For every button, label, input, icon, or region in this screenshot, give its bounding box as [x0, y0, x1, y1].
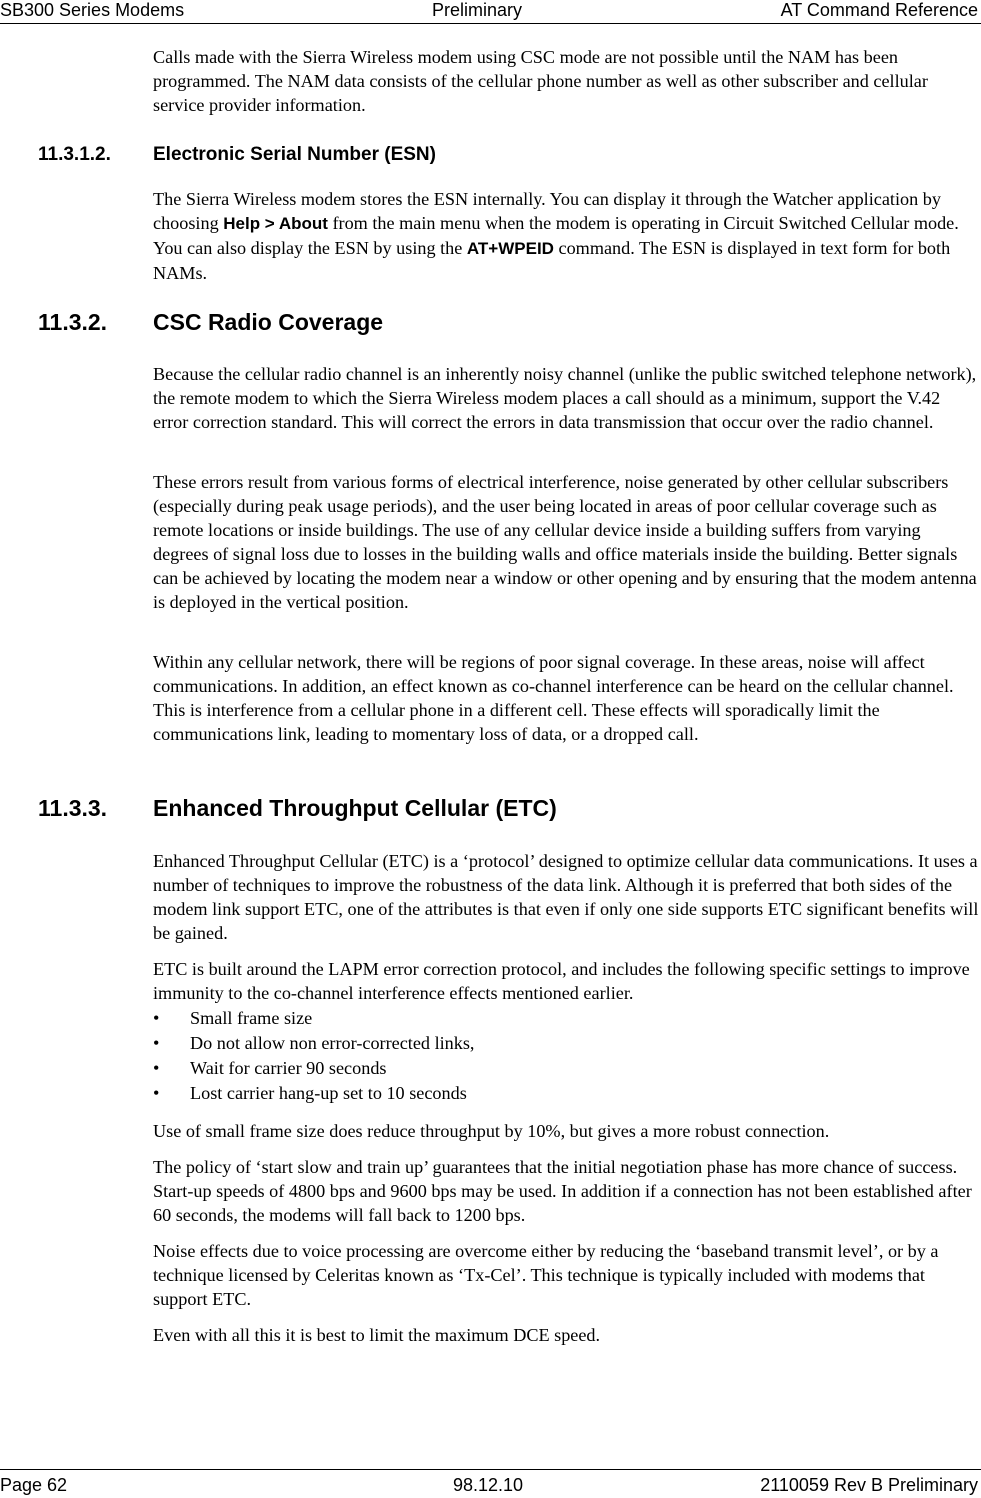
footer-page-number: Page 62 [0, 1475, 68, 1495]
bullet-icon: • [153, 1033, 160, 1053]
command-at-wpeid: AT+WPEID [466, 239, 554, 258]
paragraph-coverage-2: These errors result from various forms of electrical interference, noise generated by other cellular subscribers (especially during peak usage periods), and the user being located in areas of poor cellular coverage such as remote locations or inside buildings. The use of any cellular device inside a building suffers from varying degrees of signal loss due to losses in the building walls and office materials inside the building. Better signals can be achieved by locating the modem near a window or other opening and by ensuring that the modem antenna is deployed in the vertical position. [153, 472, 977, 612]
header-doc-title: SB300 Series Modems [0, 0, 185, 20]
header-section: AT Command Reference [780, 0, 978, 20]
section-title: Electronic Serial Number (ESN) [153, 144, 436, 165]
list-item-text: Wait for carrier 90 seconds [190, 1058, 387, 1078]
section-number: 11.3.2. [38, 309, 108, 335]
bullet-icon: • [153, 1058, 160, 1078]
bullet-icon: • [153, 1083, 160, 1103]
list-item-text: Small frame size [190, 1008, 313, 1028]
paragraph-etc-5: Noise effects due to voice processing are overcome either by reducing the ‘baseband transmit level’, or by a technique licensed by Celeritas known as ‘Tx-Cel’. This technique is typically included with modems that support ETC. [153, 1241, 939, 1309]
paragraph-etc-3: Use of small frame size does reduce throughput by 10%, but gives a more robust connection. [153, 1121, 830, 1141]
paragraph-etc-1: Enhanced Throughput Cellular (ETC) is a ‘protocol’ designed to optimize cellular data communications. It uses a number of techniques to improve the robustness of the data link. Although it is preferred that both sides of the modem link support ETC, one of the attributes is that even if only one side supports ETC significant benefits will be gained. [153, 851, 979, 943]
list-item [153, 1031, 979, 1056]
paragraph-esn [153, 187, 979, 285]
section-title: CSC Radio Coverage [153, 309, 384, 335]
section-number: 11.3.3. [38, 795, 108, 821]
page-header [0, 0, 981, 24]
text-run: The Sierra Wireless modem stores the ESN internally. You can display it through the Watcher application by choosing [153, 189, 941, 233]
list-item [153, 1006, 979, 1031]
paragraph-etc-2: ETC is built around the LAPM error correction protocol, and includes the following specific settings to improve immunity to the co-channel interference effects mentioned earlier. [153, 959, 970, 1003]
list-item-text: Do not allow non error-corrected links, [190, 1033, 475, 1053]
text-run: command. The ESN is displayed in text form for both NAMs. [153, 238, 951, 283]
section-number: 11.3.1.2. [38, 144, 111, 165]
bullet-icon: • [153, 1008, 160, 1028]
section-title: Enhanced Throughput Cellular (ETC) [153, 795, 557, 821]
page-footer [0, 1469, 981, 1498]
paragraph-etc-4: The policy of ‘start slow and train up’ guarantees that the initial negotiation phase has more chance of success. Start-up speeds of 4800 bps and 9600 bps may be used. In addition if a connection has not been established after 60 seconds, the modems will fall back to 1200 bps. [153, 1157, 972, 1225]
list-item [153, 1056, 979, 1081]
footer-date: 98.12.10 [453, 1475, 524, 1495]
text-run: from the main menu when the modem is operating in Circuit Switched Cellular mode. You can also display the ESN by using the [153, 213, 959, 258]
menu-path-help-about: Help > About [223, 214, 328, 233]
paragraph-nam-intro: Calls made with the Sierra Wireless modem using CSC mode are not possible until the NAM has been programmed. The NAM data consists of the cellular phone number as well as other subscriber and cellular service provider information. [153, 47, 928, 115]
paragraph-coverage-3: Within any cellular network, there will be regions of poor signal coverage. In these areas, noise will affect communications. In addition, an effect known as co-channel interference can be heard on the cellular channel. This is interference from a cellular phone in a different cell. These effects will sporadically limit the communications link, leading to momentary loss of data, or a dropped call. [153, 652, 954, 744]
etc-settings-list [153, 1006, 979, 1106]
header-status: Preliminary [432, 0, 523, 20]
list-item-text: Lost carrier hang-up set to 10 seconds [190, 1083, 467, 1103]
paragraph-coverage-1: Because the cellular radio channel is an inherently noisy channel (unlike the public switched telephone network), the remote modem to which the Sierra Wireless modem places a call should as a minimum, support the V.42 error correction standard. This will correct the errors in data transmission that occur over the radio channel. [153, 364, 977, 432]
footer-revision: 2110059 Rev B Preliminary [760, 1475, 978, 1495]
list-item [153, 1081, 979, 1106]
paragraph-etc-6: Even with all this it is best to limit the maximum DCE speed. [153, 1325, 601, 1345]
